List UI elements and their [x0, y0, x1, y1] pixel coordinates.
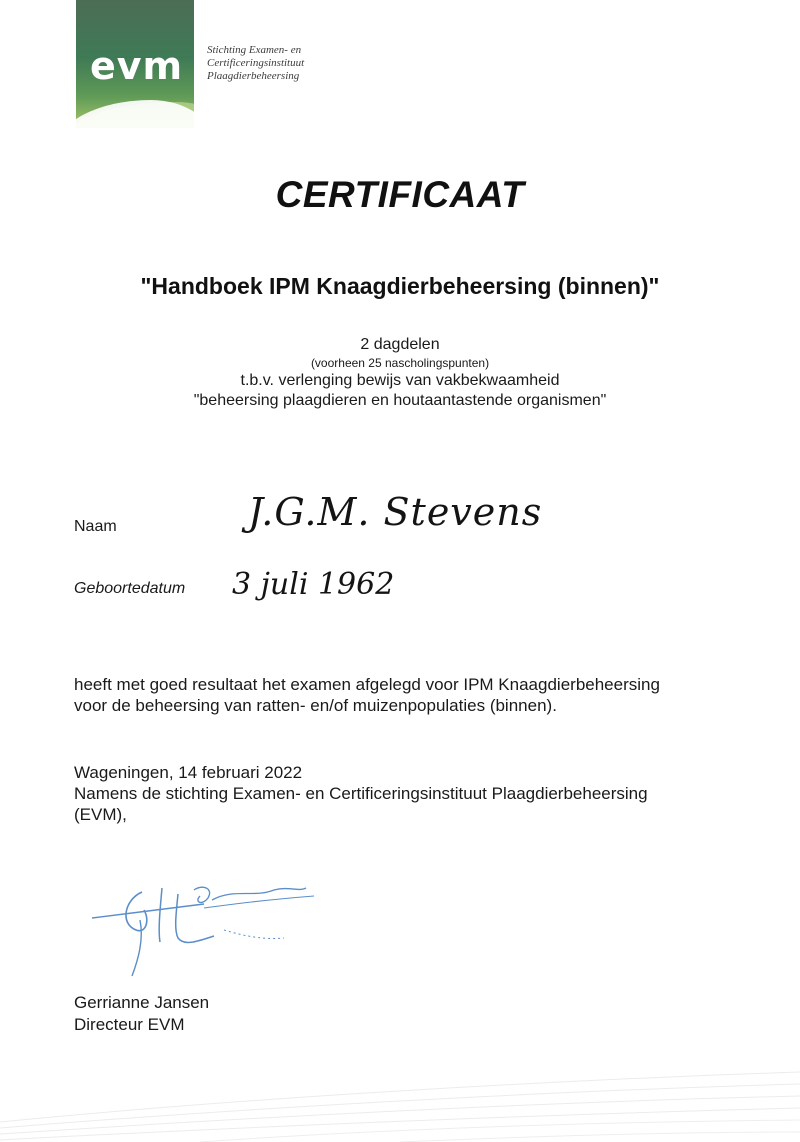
statement-line: voor de beheersing van ratten- en/of muizenpopulaties (binnen). — [74, 696, 557, 715]
scope-text: "beheersing plaagdieren en houtaantastende organismen" — [193, 392, 607, 409]
dob-label: Geboortedatum — [74, 580, 186, 597]
place-date: Wageningen, 14 februari 2022 — [74, 763, 303, 782]
signature-image — [84, 880, 324, 980]
signatory-role: Directeur EVM — [74, 1015, 185, 1034]
name-label: Naam — [74, 518, 117, 535]
logo-text: evm — [90, 44, 184, 88]
statement-line: heeft met goed resultaat het examen afgelegd voor IPM Knaagdierbeheersing — [74, 675, 660, 694]
evm-logo — [76, 0, 194, 128]
organization-name — [207, 44, 304, 83]
points-note: (voorheen 25 nascholingspunten) — [310, 356, 490, 370]
certificate-title: CERTIFICAAT — [275, 174, 525, 215]
name-value: J.G.M. Stevens — [248, 490, 543, 534]
background-wave-pattern — [0, 1032, 800, 1142]
organization-line: Certificeringsinstituut — [207, 57, 305, 69]
course-title: "Handboek IPM Knaagdierbeheersing (binnen)" — [140, 273, 660, 299]
organization-line: Stichting Examen- en — [207, 44, 302, 56]
duration-text: 2 dagdelen — [360, 336, 440, 353]
organization-line: Plaagdierbeheersing — [207, 70, 300, 82]
signatory-name: Gerrianne Jansen — [74, 993, 210, 1012]
dob-value: 3 juli 1962 — [232, 567, 395, 602]
issuer-line: (EVM), — [74, 805, 127, 824]
purpose-text: t.b.v. verlenging bewijs van vakbekwaamheid — [240, 372, 560, 389]
issuer-line: Namens de stichting Examen- en Certificeringsinstituut Plaagdierbeheersing — [74, 784, 648, 803]
